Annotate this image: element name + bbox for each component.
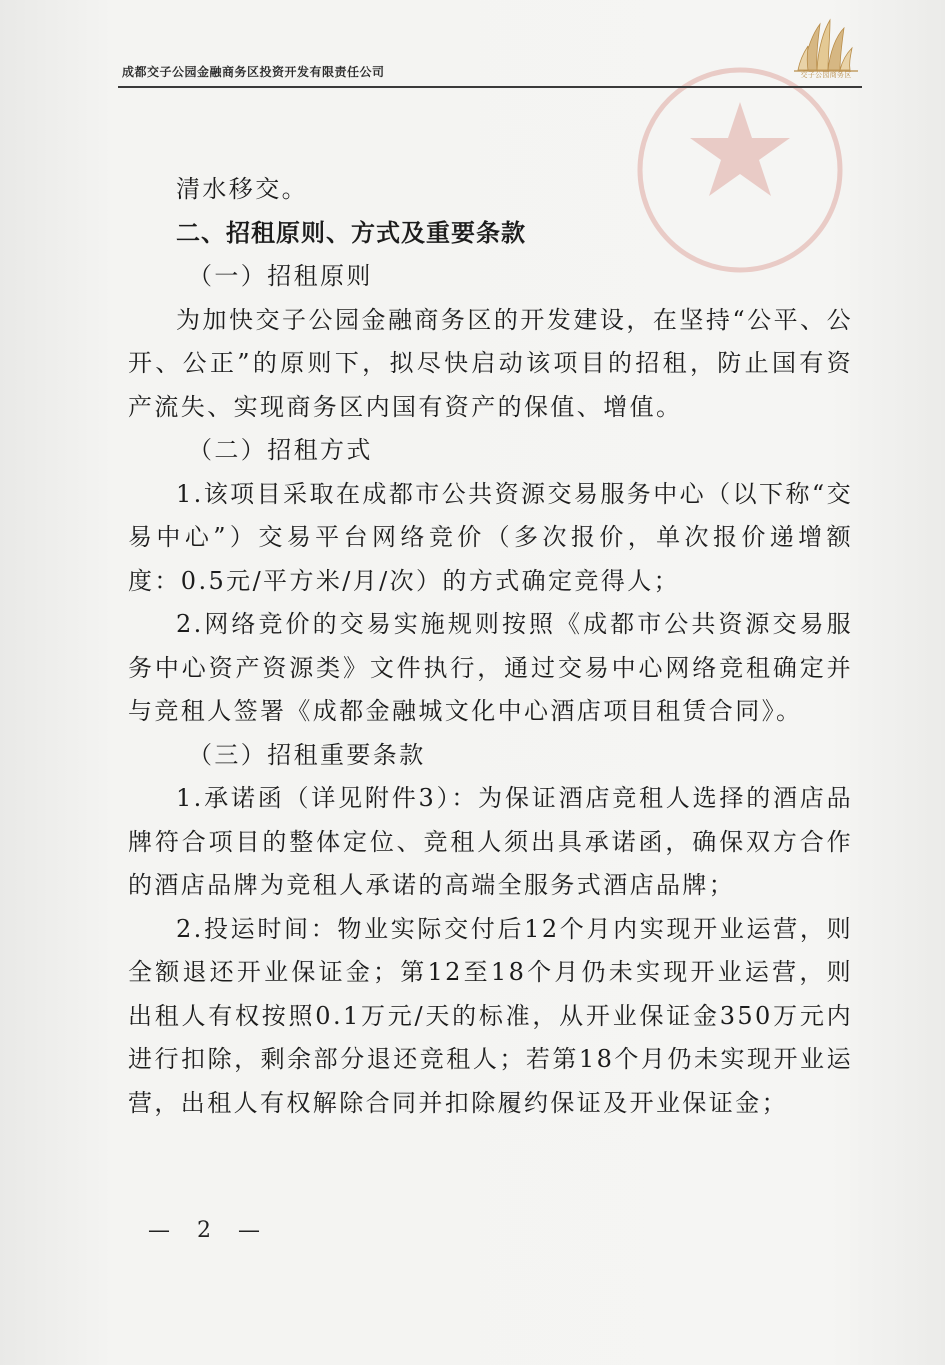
subsection-heading-terms: （三）招租重要条款 [188,740,426,769]
paragraph-term-1: 1.承诺函（详见附件3）：为保证酒店竞租人选择的酒店品牌符合项目的整体定位、竞租人须出具承诺函，确保双方合作的酒店品牌为竞租人承诺的高端全服务式酒店品牌； [128,784,853,899]
paragraph-continuation: 清水移交。 [176,175,308,203]
paragraph-method-2: 2.网络竞价的交易实施规则按照《成都市公共资源交易服务中心资产资源类》文件执行，通过交易中心网络竞租确定并与竞租人签署《成都金融城文化中心酒店项目租赁合同》。 [128,610,853,725]
subsection-heading-methods: （二）招租方式 [188,436,373,464]
paragraph-term-2: 2.投运时间：物业实际交付后12个月内实现开业运营，则全额退还开业保证金；第12至18个月仍未实现开业运营，则出租人有权按照0.1万元/天的标准，从开业保证金350万元内进行扣除，剩余部分退还竞租人；若第18个月仍未实现开业运营，出租人有权解除合同并扣除履约保证及开业保证金； [128,914,853,1117]
paragraph-method-1: 1.该项目采取在成都市公共资源交易服务中心（以下称“交易中心”）交易平台网络竞价（多次报价，单次报价递增额度：0.5元/平方米/月/次）的方式确定竞得人； [128,479,853,595]
section-heading-2: 二、招租原则、方式及重要条款 [176,218,526,247]
page-number: — 2 — [148,1218,270,1243]
subsection-heading-principles: （一）招租原则 [188,262,373,290]
logo-caption: 交子公园商务区 [800,71,852,79]
letterhead-divider [118,86,862,88]
paragraph-principles: 为加快交子公园金融商务区的开发建设，在坚持“公平、公开、公正”的原则下，拟尽快启动该项目的招租，防止国有资产流失、实现商务区内国有资产的保值、增值。 [128,305,853,421]
letterhead-company-name: 成都交子公园金融商务区投资开发有限责任公司 [122,65,385,79]
document-body [128,168,853,1125]
